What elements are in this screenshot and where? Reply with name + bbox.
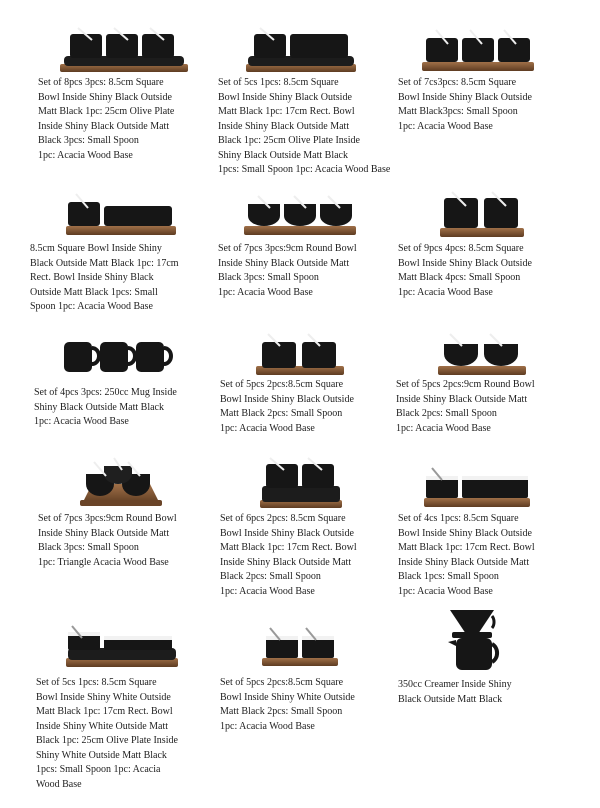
product-image — [210, 612, 400, 670]
product-description: Set of 7pcs 3pcs:9cm Round Bowl Inside Shiny Black Outside Matt Black 3pcs: Small Spoon 1pc: Acacia Wood Base — [218, 243, 357, 298]
product-image — [30, 184, 220, 242]
product-description: Set of 4cs 1pcs: 8.5cm Square Bowl Inside Shiny Black Outside Matt Black 1pc: 17cm Rect. Bowl Inside Shiny Black Outside Matt Black 1pcs: Small Spoon 1pc: Acacia Wood Base — [398, 513, 535, 597]
product-description: Set of 5pcs 2pcs:9cm Round Bowl Inside Shiny Black Outside Matt Black 2pcs: Small Spoon 1pc: Acacia Wood Base — [396, 379, 535, 434]
product-image — [30, 456, 220, 514]
product-image — [392, 326, 582, 384]
product-description: Set of 7pcs 3pcs:9cm Round Bowl Inside Shiny Black Outside Matt Black 3pcs: Small Spoon 1pc: Triangle Acacia Wood Base — [38, 513, 177, 568]
product-image — [30, 612, 220, 670]
product-image — [210, 184, 400, 242]
product-description: Set of 5pcs 2pcs:8.5cm Square Bowl Inside Shiny White Outside Matt Black 2pcs: Small Spoon 1pc: Acacia Wood Base — [220, 677, 355, 732]
product-description: Set of 6pcs 2pcs: 8.5cm Square Bowl Inside Shiny Black Outside Matt Black 1pc: 17cm Rect. Bowl Inside Shiny Black Outside Matt Black 2pcs: Small Spoon 1pc: Acacia Wood Base — [220, 513, 357, 597]
product-description: Set of 8pcs 3pcs: 8.5cm Square Bowl Inside Shiny Black Outside Matt Black 1pc: 25cm Olive Plate Inside Shiny Black Outside Matt Black 3pcs: Small Spoon 1pc: Acacia Wood Base — [38, 77, 175, 161]
product-image — [30, 326, 220, 384]
product-image — [392, 184, 582, 242]
product-image — [210, 20, 400, 78]
product-description: Set of 5pcs 2pcs:8.5cm Square Bowl Inside Shiny Black Outside Matt Black 2pcs: Small Spoon 1pc: Acacia Wood Base — [220, 379, 354, 434]
product-description: 350cc Creamer Inside Shiny Black Outside Matt Black — [398, 679, 512, 705]
product-description: 8.5cm Square Bowl Inside Shiny Black Outside Matt Black 1pc: 17cm Rect. Bowl Inside Shiny Black Outside Matt Black 1pcs: Small Spoon 1pc: Acacia Wood Base — [30, 243, 179, 312]
product-description: Set of 5cs 1pcs: 8.5cm Square Bowl Inside Shiny Black Outside Matt Black 1pc: 17cm Rect. Bowl Inside Shiny Black Outside Matt Black 1pc: 25cm Olive Plate Inside Shiny Black Outside Matt Black 1pcs: Small Spoon 1pc: Acacia Wood Base — [218, 77, 391, 175]
product-description: Set of 5cs 1pcs: 8.5cm Square Bowl Inside Shiny White Outside Matt Black 1pc: 17cm Rect. Bowl Inside Shiny White Outside Matt Black 1pc: 25cm Olive Plate Inside Shiny White Outside Matt Black 1pcs: Small Spoon 1pc: Acacia Wood Base — [36, 677, 178, 790]
product-image — [30, 20, 220, 78]
product-image — [392, 456, 582, 514]
product-image — [392, 606, 582, 672]
product-description: Set of 9pcs 4pcs: 8.5cm Square Bowl Inside Shiny Black Outside Matt Black 4pcs: Small Spoon 1pc: Acacia Wood Base — [398, 243, 532, 298]
product-description: Set of 7cs3pcs: 8.5cm Square Bowl Inside Shiny Black Outside Matt Black3pcs: Small Spoon 1pc: Acacia Wood Base — [398, 77, 532, 132]
product-image — [392, 20, 582, 78]
product-description: Set of 4pcs 3pcs: 250cc Mug Inside Shiny Black Outside Matt Black 1pc: Acacia Wood Base — [34, 387, 177, 427]
product-image — [210, 326, 400, 384]
product-image — [210, 456, 400, 514]
